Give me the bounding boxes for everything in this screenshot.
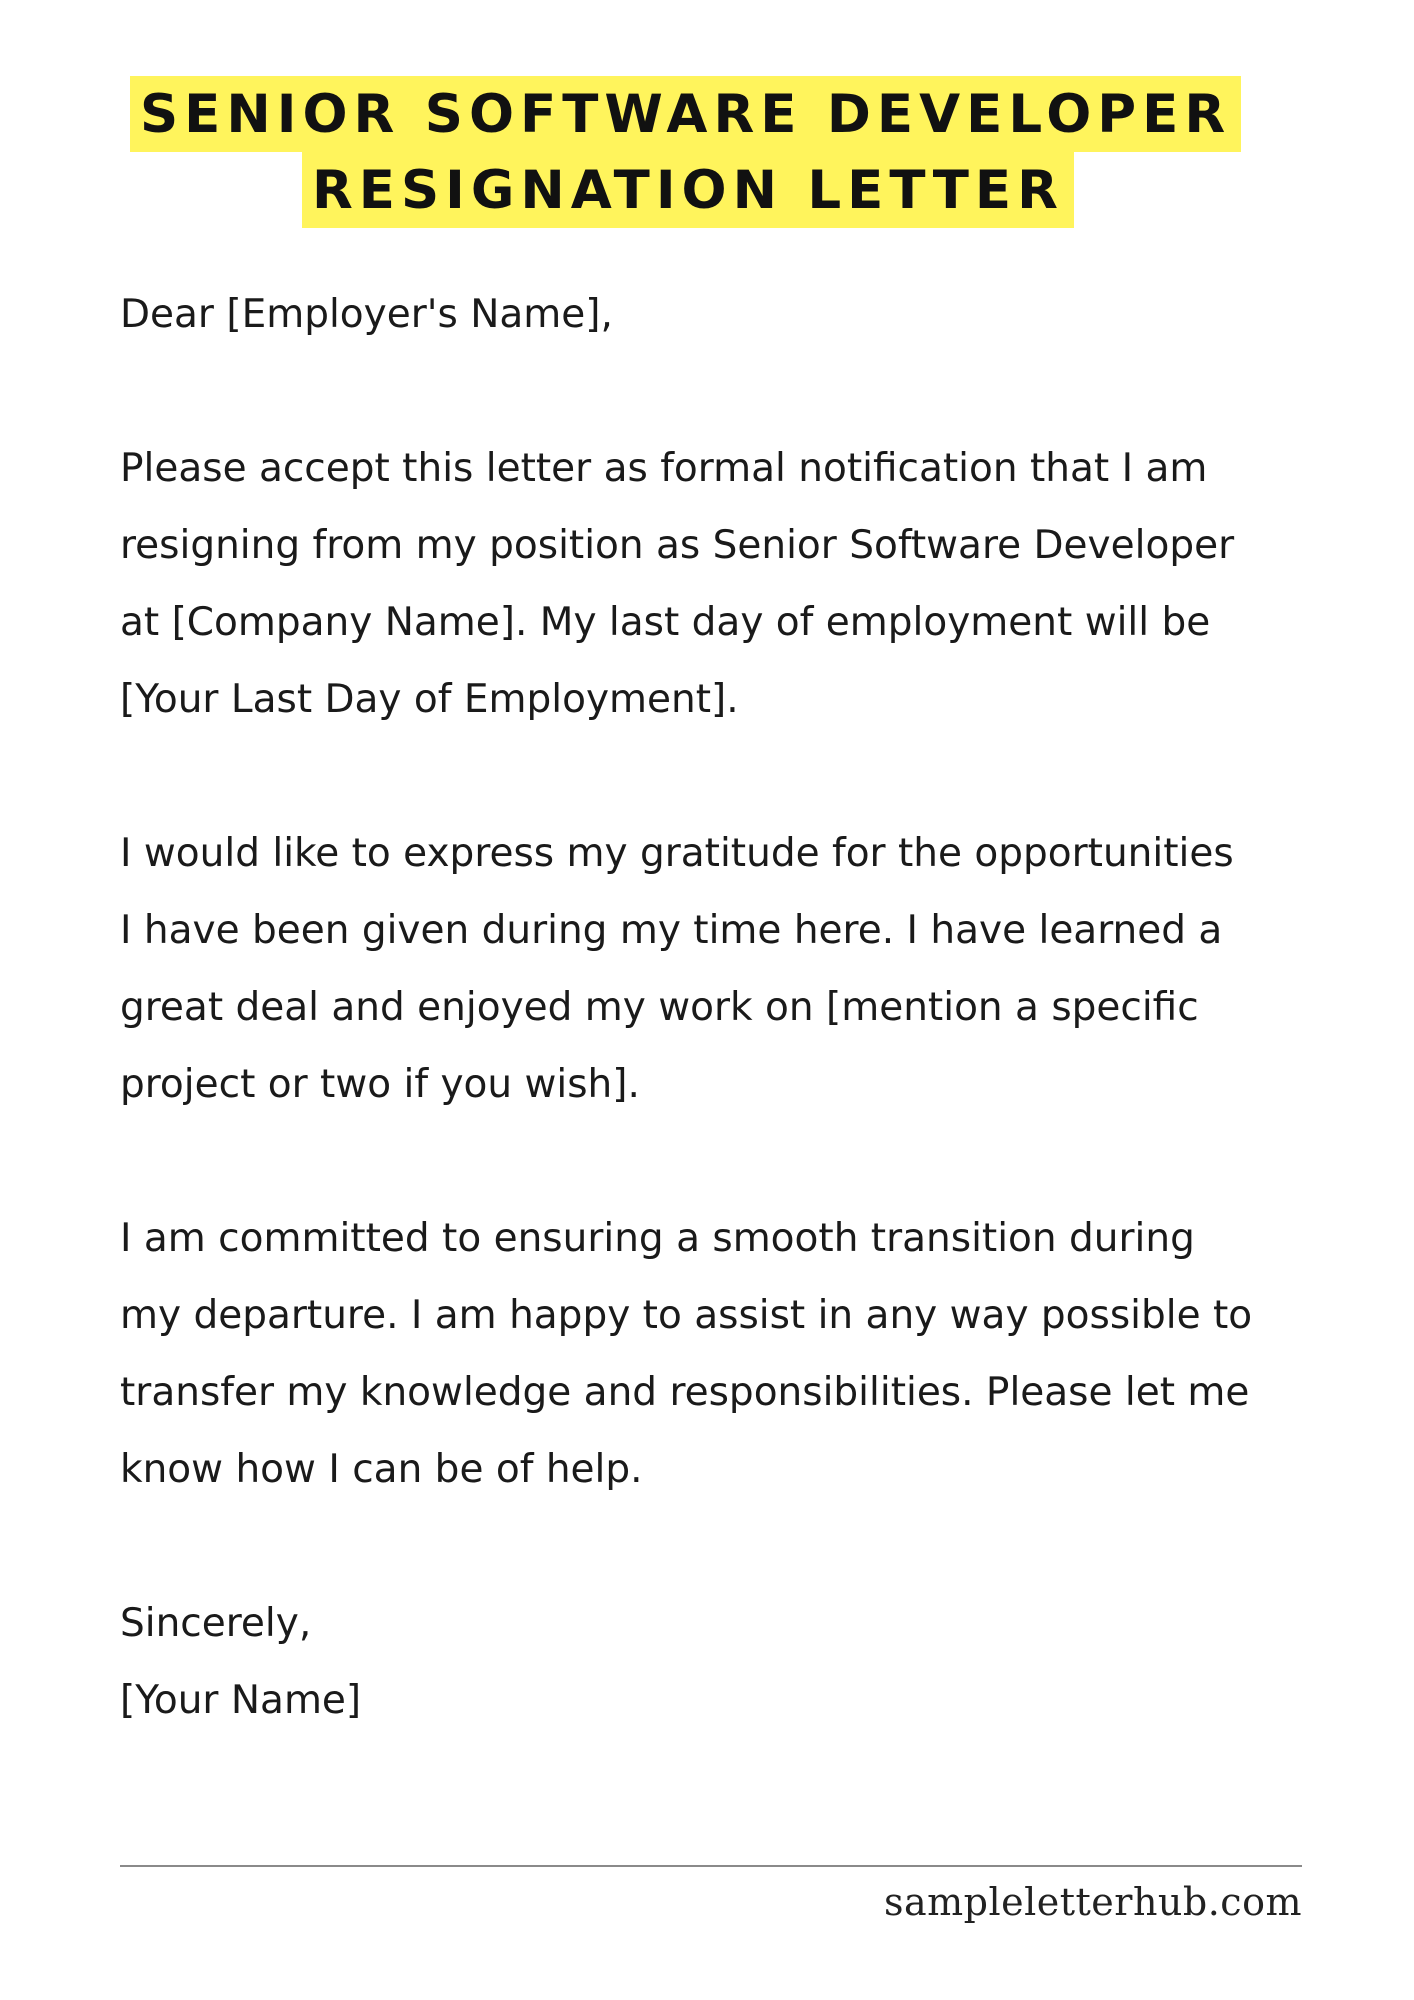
footer-divider (120, 1865, 1302, 1867)
paragraph-line: at [Company Name]. My last day of employment will be (120, 600, 1211, 645)
paragraph-line: I am committed to ensuring a smooth transition during (120, 1216, 1195, 1261)
paragraph-line: I have been given during my time here. I have learned a (120, 908, 1223, 953)
paragraph-transition (120, 1200, 1360, 1508)
paragraph-line: transfer my knowledge and responsibilities. Please let me (120, 1370, 1250, 1415)
title-line-1: SENIOR SOFTWARE DEVELOPER (130, 76, 1241, 152)
paragraph-line: [Your Last Day of Employment]. (120, 677, 739, 722)
paragraph-line: know how I can be of help. (120, 1447, 643, 1492)
salutation: Dear [Employer's Name], (120, 292, 613, 337)
paragraph-line: project or two if you wish]. (120, 1062, 640, 1107)
signature-placeholder: [Your Name] (120, 1678, 362, 1723)
closing: Sincerely, (120, 1601, 312, 1646)
paragraph-line: Please accept this letter as formal notification that I am (120, 446, 1208, 491)
paragraph-notification (120, 430, 1360, 738)
paragraph-line: resigning from my position as Senior Software Developer (120, 523, 1235, 568)
paragraph-line: my departure. I am happy to assist in any way possible to (120, 1293, 1253, 1338)
title-line-2: RESIGNATION LETTER (302, 152, 1074, 228)
footer-website: sampleletterhub.com (883, 1880, 1302, 1924)
paragraph-line: great deal and enjoyed my work on [mention a specific (120, 985, 1199, 1030)
letter-body (120, 276, 1360, 1739)
paragraph-line: I would like to express my gratitude for the opportunities (120, 831, 1234, 876)
paragraph-gratitude (120, 815, 1360, 1123)
